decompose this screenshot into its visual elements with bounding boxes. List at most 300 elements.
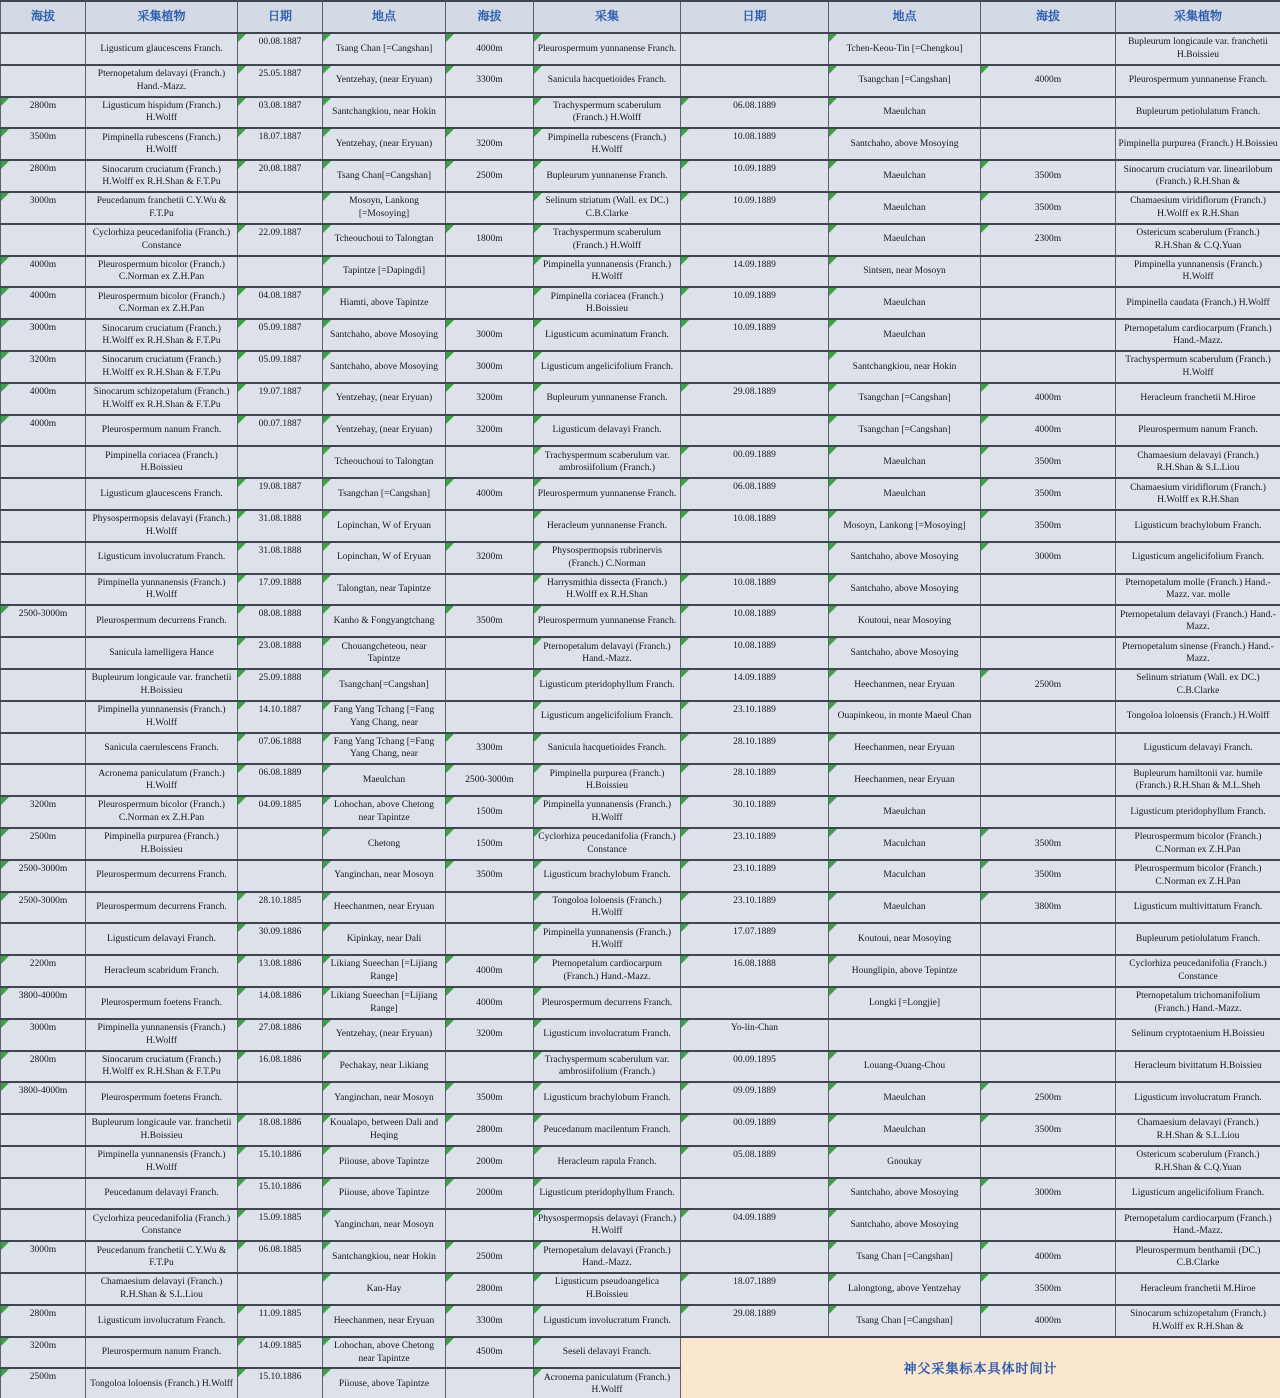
table-cell[interactable] [681,542,829,574]
table-cell[interactable]: 3300m [446,1305,534,1337]
table-cell[interactable]: Maeulchan [323,764,446,796]
table-cell[interactable]: Pleurospermum decurrens Franch. [86,605,238,637]
table-cell[interactable]: 10.08.1889 [681,574,829,606]
table-cell[interactable]: Fang Yang Tchang [=Fang Yang Chang, near [323,733,446,765]
table-cell[interactable]: 10.08.1889 [681,510,829,542]
table-cell[interactable] [681,224,829,256]
table-cell[interactable]: Ligusticum pteridophyllum Franch. [1116,796,1280,828]
table-cell[interactable]: Santchaho, above Mosoying [829,574,981,606]
table-cell[interactable]: 17.09.1888 [238,574,323,606]
table-cell[interactable] [1,733,86,765]
table-cell[interactable]: 23.10.1889 [681,892,829,924]
table-cell[interactable]: Tsang Chan [=Cangshan] [829,1305,981,1337]
table-cell[interactable] [981,923,1116,955]
table-cell[interactable]: 3300m [446,733,534,765]
table-cell[interactable]: Tapintze [=Dapingdi] [323,256,446,288]
table-cell[interactable]: Chetong [323,828,446,860]
table-cell[interactable]: Ligusticum angelicifolium Franch. [534,701,681,733]
table-cell[interactable] [681,1178,829,1210]
table-cell[interactable]: Santchangkiou, near Hokin [829,351,981,383]
table-cell[interactable] [681,987,829,1019]
table-cell[interactable]: 09.09.1889 [681,1082,829,1114]
table-cell[interactable]: Piiouse, above Tapintze [323,1178,446,1210]
table-cell[interactable]: 18.08.1886 [238,1114,323,1146]
table-cell[interactable]: 2500-3000m [446,764,534,796]
table-cell[interactable]: Yentzehay, (near Eryuan) [323,1019,446,1051]
table-cell[interactable] [446,446,534,478]
table-cell[interactable]: Pternopetalum delavayi (Franch.) Hand.-Mazz. [534,1241,681,1273]
table-cell[interactable]: Sinocarum cruciatum var. linearilobum (Franch.) R.H.Shan & [1116,160,1280,192]
table-cell[interactable]: Fang Yang Tchang [=Fang Yang Chang, near [323,701,446,733]
table-cell[interactable] [681,351,829,383]
table-cell[interactable]: 2800m [446,1273,534,1305]
table-cell[interactable]: Trachyspermum scaberulum (Franch.) H.Wolff [534,97,681,129]
table-cell[interactable]: 3800m [981,892,1116,924]
table-cell[interactable]: Koutoui, near Mosoying [829,605,981,637]
table-cell[interactable]: 19.07.1887 [238,383,323,415]
table-cell[interactable] [1,1209,86,1241]
table-cell[interactable]: Tsangchan [=Cangshan] [829,383,981,415]
table-cell[interactable]: 1800m [446,224,534,256]
table-cell[interactable]: 4000m [981,1305,1116,1337]
table-cell[interactable]: 14.09.1889 [681,669,829,701]
table-cell[interactable]: Ligusticum brachylobum Franch. [534,860,681,892]
table-cell[interactable]: Bupleurum hamiltonii var. humile (Franch.) R.H.Shan & M.L.Sheh [1116,764,1280,796]
table-cell[interactable]: 03.08.1887 [238,97,323,129]
table-cell[interactable]: Ligusticum involucratum Franch. [86,1305,238,1337]
table-cell[interactable]: Sintsen, near Mosoyn [829,256,981,288]
table-cell[interactable]: Trachyspermum scaberulum var. ambrosiifolium (Franch.) [534,446,681,478]
table-cell[interactable]: 04.09.1885 [238,796,323,828]
table-cell[interactable]: 2800m [1,160,86,192]
table-cell[interactable]: 2500m [446,1241,534,1273]
table-cell[interactable]: Peucedanum franchetii C.Y.Wu & F.T.Pu [86,1241,238,1273]
table-cell[interactable]: Ligusticum pteridophyllum Franch. [534,1178,681,1210]
table-cell[interactable]: 4000m [981,415,1116,447]
table-cell[interactable]: 2800m [446,1114,534,1146]
table-cell[interactable] [981,1051,1116,1083]
table-cell[interactable]: Chamaesium viridiflorum (Franch.) H.Wolff ex R.H.Shan [1116,478,1280,510]
table-cell[interactable] [1,510,86,542]
table-cell[interactable]: Yo-lin-Chan [681,1019,829,1051]
table-cell[interactable]: 29.08.1889 [681,1305,829,1337]
table-cell[interactable]: Bupleurum petiolulatum Franch. [1116,97,1280,129]
table-cell[interactable] [981,1146,1116,1178]
table-cell[interactable]: Sinocarum cruciatum (Franch.) H.Wolff ex R.H.Shan & F.T.Pu [86,319,238,351]
table-cell[interactable] [981,319,1116,351]
table-cell[interactable]: Sanicula hacquetioides Franch. [534,733,681,765]
table-cell[interactable]: 4000m [981,65,1116,97]
column-header[interactable]: 地点 [829,1,981,33]
table-cell[interactable]: Pimpinella purpurea (Franch.) H.Boissieu [1116,128,1280,160]
table-cell[interactable]: 3800-4000m [1,987,86,1019]
table-cell[interactable] [681,1241,829,1273]
table-cell[interactable]: 29.08.1889 [681,383,829,415]
table-cell[interactable]: Hiamti, above Tapintze [323,287,446,319]
table-cell[interactable]: Mosoyn, Lankong [=Mosoying] [323,192,446,224]
table-cell[interactable]: Acronema paniculatum (Franch.) H.Wolff [534,1368,681,1398]
table-cell[interactable]: Lopinchan, W of Eryuan [323,542,446,574]
table-cell[interactable]: 14.09.1889 [681,256,829,288]
table-cell[interactable]: Santchangkiou, near Hokin [323,97,446,129]
table-cell[interactable]: 2500m [1,828,86,860]
table-cell[interactable]: 3000m [446,319,534,351]
table-cell[interactable]: Pimpinella caudata (Franch.) H.Wolff [1116,287,1280,319]
table-cell[interactable] [829,1019,981,1051]
table-cell[interactable]: Selinum striatum (Wall. ex DC.) C.B.Clarke [534,192,681,224]
table-cell[interactable]: Pimpinella yunnanensis (Franch.) H.Wolff [86,1146,238,1178]
table-cell[interactable]: Tsangchan [=Cangshan] [829,65,981,97]
table-cell[interactable]: Santchangkiou, near Hokin [323,1241,446,1273]
table-cell[interactable]: Heechanmen, near Eryuan [829,669,981,701]
table-cell[interactable]: 17.07.1889 [681,923,829,955]
table-cell[interactable]: 15.09.1885 [238,1209,323,1241]
table-cell[interactable]: 3500m [981,446,1116,478]
table-cell[interactable]: Ligusticum involucratum Franch. [86,542,238,574]
table-cell[interactable]: Pternopetalum trichomanifolium (Franch.) Hand.-Mazz. [1116,987,1280,1019]
table-cell[interactable]: 06.08.1889 [681,97,829,129]
table-cell[interactable]: Seseli delavayi Franch. [534,1337,681,1369]
table-cell[interactable]: Santchaho, above Mosoying [829,128,981,160]
table-cell[interactable]: Tsangchan [=Cangshan] [829,415,981,447]
table-cell[interactable]: 05.09.1887 [238,351,323,383]
table-cell[interactable]: Lohochan, above Chetong near Tapintze [323,1337,446,1369]
table-cell[interactable]: 10.09.1889 [681,192,829,224]
table-cell[interactable] [981,574,1116,606]
table-cell[interactable]: 16.08.1888 [681,955,829,987]
table-cell[interactable] [446,1051,534,1083]
table-cell[interactable]: Pternopetalum cardiocarpum (Franch.) Hand.-Mazz. [1116,319,1280,351]
table-cell[interactable]: 3000m [1,1241,86,1273]
table-cell[interactable] [1,923,86,955]
table-cell[interactable]: 2500-3000m [1,892,86,924]
table-cell[interactable]: Koutoui, near Mosoying [829,923,981,955]
table-cell[interactable]: Ligusticum involucratum Franch. [534,1019,681,1051]
table-cell[interactable]: Louang-Ouang-Chou [829,1051,981,1083]
column-header[interactable]: 采集植物 [1116,1,1280,33]
table-cell[interactable]: 04.08.1887 [238,287,323,319]
table-cell[interactable]: Pleurospermum yunnanense Franch. [534,478,681,510]
table-cell[interactable]: Peucedanum franchetii C.Y.Wu & F.T.Pu [86,192,238,224]
table-cell[interactable] [238,1082,323,1114]
table-cell[interactable]: Tongoloa loloensis (Franch.) H.Wolff [86,1368,238,1398]
table-cell[interactable]: Tsangchan[=Cangshan] [323,669,446,701]
table-cell[interactable]: Physospermopsis delavayi (Franch.) H.Wolff [534,1209,681,1241]
table-cell[interactable]: Pimpinella purpurea (Franch.) H.Boissieu [534,764,681,796]
table-cell[interactable]: Pternopetalum molle (Franch.) Hand.-Mazz. var. molle [1116,574,1280,606]
table-cell[interactable] [446,701,534,733]
table-cell[interactable]: 10.09.1889 [681,160,829,192]
note-cell[interactable]: 神父采集标本具体时间计 [681,1337,1280,1398]
table-cell[interactable] [238,192,323,224]
table-cell[interactable]: 4000m [446,987,534,1019]
table-cell[interactable] [981,287,1116,319]
table-cell[interactable]: 2500m [981,1082,1116,1114]
table-cell[interactable]: Trachyspermum scaberulum (Franch.) H.Wolff [534,224,681,256]
table-cell[interactable]: 30.10.1889 [681,796,829,828]
table-cell[interactable]: Pleurospermum yunnanense Franch. [1116,65,1280,97]
table-cell[interactable]: 4000m [446,478,534,510]
table-cell[interactable]: Ligusticum involucratum Franch. [534,1305,681,1337]
table-cell[interactable]: 25.05.1887 [238,65,323,97]
table-cell[interactable]: Ligusticum involucratum Franch. [1116,1082,1280,1114]
table-cell[interactable]: 23.10.1889 [681,701,829,733]
table-cell[interactable]: Pimpinella purpurea (Franch.) H.Boissieu [86,828,238,860]
table-cell[interactable]: 4000m [1,383,86,415]
table-cell[interactable] [446,669,534,701]
table-cell[interactable]: 3200m [1,1337,86,1369]
table-cell[interactable]: Maculchan [829,860,981,892]
table-cell[interactable]: 2800m [1,97,86,129]
column-header[interactable]: 采集 [534,1,681,33]
table-cell[interactable]: 00.08.1887 [238,33,323,65]
table-cell[interactable]: 3300m [446,65,534,97]
table-cell[interactable]: Pleurospermum decurrens Franch. [86,860,238,892]
table-cell[interactable]: 3500m [981,1273,1116,1305]
table-cell[interactable]: 3200m [1,351,86,383]
table-cell[interactable]: 14.08.1886 [238,987,323,1019]
table-cell[interactable]: 4000m [1,256,86,288]
table-cell[interactable] [1,33,86,65]
table-cell[interactable]: Ligusticum pseudoangelica H.Boissieu [534,1273,681,1305]
table-cell[interactable]: Pternopetalum cardiocarpum (Franch.) Hand.-Mazz. [534,955,681,987]
table-cell[interactable]: Kanho & Fongyangtchang [323,605,446,637]
table-cell[interactable]: 2000m [446,1178,534,1210]
table-cell[interactable]: 23.10.1889 [681,860,829,892]
table-cell[interactable]: 4000m [1,287,86,319]
table-cell[interactable]: 00.07.1887 [238,415,323,447]
table-cell[interactable]: 4000m [981,383,1116,415]
table-cell[interactable]: 2500-3000m [1,860,86,892]
table-cell[interactable]: Yanginchan, near Mosoyn [323,860,446,892]
table-cell[interactable]: Pternopetalum cardiocarpum (Franch.) Hand.-Mazz. [1116,1209,1280,1241]
table-cell[interactable]: Pternopetalum delavayi (Franch.) Hand.-Mazz. [1116,605,1280,637]
table-cell[interactable]: Selinum striatum (Wall. ex DC.) C.B.Clarke [1116,669,1280,701]
table-cell[interactable]: 22.09.1887 [238,224,323,256]
table-cell[interactable]: Ligusticum brachylobum Franch. [534,1082,681,1114]
table-cell[interactable]: Sanicula hacquetioides Franch. [534,65,681,97]
table-cell[interactable] [446,892,534,924]
table-cell[interactable]: Pternopetalum delavayi (Franch.) Hand.-Mazz. [86,65,238,97]
table-cell[interactable]: 3200m [446,542,534,574]
table-cell[interactable]: Ouapinkeou, in monte Maeul Chan [829,701,981,733]
table-cell[interactable]: Cyclorhiza peucedanifolia (Franch.) Constance [86,224,238,256]
table-cell[interactable]: Maculchan [829,828,981,860]
table-cell[interactable]: Yanginchan, near Mosoyn [323,1082,446,1114]
table-cell[interactable]: Tongoloa loloensis (Franch.) H.Wolff [534,892,681,924]
table-cell[interactable] [1,637,86,669]
table-cell[interactable]: Yentzehay, (near Eryuan) [323,65,446,97]
table-cell[interactable]: 3500m [446,605,534,637]
table-cell[interactable]: 31.08.1888 [238,510,323,542]
table-cell[interactable]: Tsang Chan[=Cangshan] [323,160,446,192]
table-cell[interactable]: Tcheouchoui to Talongtan [323,224,446,256]
table-cell[interactable]: 11.09.1885 [238,1305,323,1337]
table-cell[interactable]: Pimpinella yunnanensis (Franch.) H.Wolff [534,923,681,955]
table-cell[interactable]: Sinocarum cruciatum (Franch.) H.Wolff ex R.H.Shan & F.T.Pu [86,160,238,192]
table-cell[interactable]: Ligusticum glaucescens Franch. [86,478,238,510]
table-cell[interactable] [681,33,829,65]
table-cell[interactable]: 14.09.1885 [238,1337,323,1369]
table-cell[interactable] [981,955,1116,987]
table-cell[interactable]: 3500m [446,860,534,892]
table-cell[interactable]: 4000m [446,33,534,65]
table-cell[interactable]: Pimpinella yunnanensis (Franch.) H.Wolff [86,701,238,733]
table-cell[interactable]: Pimpinella yunnanensis (Franch.) H.Wolff [534,796,681,828]
table-cell[interactable]: Ostericum scaberulum (Franch.) R.H.Shan & C.Q.Yuan [1116,224,1280,256]
table-cell[interactable]: 3500m [1,128,86,160]
table-cell[interactable]: Heechanmen, near Eryuan [829,764,981,796]
table-cell[interactable]: 2200m [1,955,86,987]
table-cell[interactable]: Tcheouchoui to Talongtan [323,446,446,478]
table-cell[interactable]: 4500m [446,1337,534,1369]
table-cell[interactable]: Ligusticum delavayi Franch. [534,415,681,447]
table-cell[interactable]: Pimpinella yunnanensis (Franch.) H.Wolff [86,1019,238,1051]
table-cell[interactable] [981,733,1116,765]
table-cell[interactable] [981,1209,1116,1241]
table-cell[interactable]: Trachyspermum scaberulum var. ambrosiifolium (Franch.) [534,1051,681,1083]
table-cell[interactable]: Maeulchan [829,97,981,129]
table-cell[interactable] [981,605,1116,637]
table-cell[interactable]: Tsangchan [=Cangshan] [323,478,446,510]
table-cell[interactable]: 2300m [981,224,1116,256]
table-cell[interactable] [446,1209,534,1241]
table-cell[interactable]: 3200m [446,1019,534,1051]
table-cell[interactable]: Ligusticum delavayi Franch. [1116,733,1280,765]
table-cell[interactable]: Pleurospermum bicolor (Franch.) C.Norman ex Z.H.Pan [1116,860,1280,892]
table-cell[interactable]: Talongtan, near Tapintze [323,574,446,606]
column-header[interactable]: 日期 [681,1,829,33]
table-cell[interactable] [1,764,86,796]
table-cell[interactable] [1,1273,86,1305]
table-cell[interactable]: Likiang Sueechan [=Lijiang Range] [323,987,446,1019]
table-cell[interactable]: 13.08.1886 [238,955,323,987]
table-cell[interactable] [981,764,1116,796]
table-cell[interactable] [238,860,323,892]
table-cell[interactable]: 1500m [446,796,534,828]
table-cell[interactable]: Santchaho, above Mosoying [323,351,446,383]
table-cell[interactable]: 05.09.1887 [238,319,323,351]
table-cell[interactable]: Longki [=Longjie] [829,987,981,1019]
table-cell[interactable]: Acronema paniculatum (Franch.) H.Wolff [86,764,238,796]
table-cell[interactable]: 15.10.1886 [238,1178,323,1210]
table-cell[interactable]: Santchaho, above Mosoying [323,319,446,351]
table-cell[interactable]: Piiouse, above Tapintze [323,1368,446,1398]
table-cell[interactable]: Lopinchan, W of Eryuan [323,510,446,542]
table-cell[interactable]: Kipinkay, near Dali [323,923,446,955]
table-cell[interactable]: Cyclorhiza peucedanifolia (Franch.) Constance [1116,955,1280,987]
table-cell[interactable] [446,923,534,955]
table-cell[interactable] [981,1019,1116,1051]
table-cell[interactable]: 3500m [981,478,1116,510]
table-cell[interactable]: Piiouse, above Tapintze [323,1146,446,1178]
table-cell[interactable]: Likiang Sueechan [=Lijiang Range] [323,955,446,987]
table-cell[interactable] [981,701,1116,733]
table-cell[interactable]: 3200m [446,415,534,447]
table-cell[interactable]: Pternopetalum delavayi (Franch.) Hand.-Mazz. [534,637,681,669]
table-cell[interactable]: 06.08.1889 [681,478,829,510]
table-cell[interactable]: Ligusticum hispidum (Franch.) H.Wolff [86,97,238,129]
table-cell[interactable]: 18.07.1887 [238,128,323,160]
table-cell[interactable]: Pimpinella yunnanensis (Franch.) H.Wolff [86,574,238,606]
table-cell[interactable]: 28.10.1889 [681,764,829,796]
table-cell[interactable]: Physospermopsis rubrinervis (Franch.) C.Norman [534,542,681,574]
table-cell[interactable] [1,446,86,478]
table-cell[interactable]: Ligusticum angelicifolium Franch. [1116,542,1280,574]
table-cell[interactable]: 27.08.1886 [238,1019,323,1051]
table-cell[interactable]: Pleurospermum bicolor (Franch.) C.Norman ex Z.H.Pan [86,796,238,828]
table-cell[interactable]: 23.08.1888 [238,637,323,669]
table-cell[interactable]: Trachyspermum scaberulum (Franch.) H.Wolff [1116,351,1280,383]
table-cell[interactable]: 3000m [981,542,1116,574]
table-cell[interactable]: 2800m [1,1051,86,1083]
table-cell[interactable]: Sinocarum cruciatum (Franch.) H.Wolff ex R.H.Shan & F.T.Pu [86,351,238,383]
table-cell[interactable]: Bupleurum petiolulatum Franch. [1116,923,1280,955]
table-cell[interactable]: 3200m [446,383,534,415]
table-cell[interactable] [681,415,829,447]
table-cell[interactable] [981,256,1116,288]
table-cell[interactable] [446,256,534,288]
table-cell[interactable]: Ligusticum glaucescens Franch. [86,33,238,65]
table-cell[interactable] [1,1114,86,1146]
table-cell[interactable]: Sinocarum schizopetalum (Franch.) H.Wolff ex R.H.Shan & [1116,1305,1280,1337]
table-cell[interactable] [1,478,86,510]
table-cell[interactable]: 3000m [1,1019,86,1051]
table-cell[interactable]: 3500m [981,860,1116,892]
table-cell[interactable] [1,65,86,97]
table-cell[interactable] [981,128,1116,160]
table-cell[interactable]: Hounglipin, above Tepintze [829,955,981,987]
table-cell[interactable]: Maeulchan [829,1082,981,1114]
table-cell[interactable] [446,287,534,319]
table-cell[interactable]: 3500m [981,1114,1116,1146]
table-cell[interactable]: Chamaesium viridiflorum (Franch.) H.Wolff ex R.H.Shan [1116,192,1280,224]
table-cell[interactable]: Heechanmen, near Eryuan [323,892,446,924]
table-cell[interactable] [446,97,534,129]
table-cell[interactable]: Maeulchan [829,287,981,319]
table-cell[interactable]: 07.06.1888 [238,733,323,765]
table-cell[interactable]: Lohochan, above Chetong near Tapintze [323,796,446,828]
table-cell[interactable]: 4000m [1,415,86,447]
table-cell[interactable]: 00.09.1889 [681,1114,829,1146]
table-cell[interactable]: Maeulchan [829,478,981,510]
table-cell[interactable]: Yanginchan, near Mosoyn [323,1209,446,1241]
table-cell[interactable]: Heracleum scabridum Franch. [86,955,238,987]
table-cell[interactable]: Gnoukay [829,1146,981,1178]
table-cell[interactable]: 3000m [446,351,534,383]
table-cell[interactable]: Ligusticum angelicifolium Franch. [534,351,681,383]
table-cell[interactable]: Lalongtong, above Yentzehay [829,1273,981,1305]
table-cell[interactable]: Maeulchan [829,224,981,256]
table-cell[interactable]: 15.10.1886 [238,1146,323,1178]
table-cell[interactable]: Harrysmithia dissecta (Franch.) H.Wolff ex R.H.Shan [534,574,681,606]
table-cell[interactable]: Ligusticum brachylobum Franch. [1116,510,1280,542]
table-cell[interactable]: Chamaesium delavayi (Franch.) R.H.Shan & S.L.Liou [86,1273,238,1305]
column-header[interactable]: 采集植物 [86,1,238,33]
table-cell[interactable]: 3500m [981,160,1116,192]
table-cell[interactable]: Pleurospermum decurrens Franch. [86,892,238,924]
table-cell[interactable]: Tsang Chan [=Cangshan] [323,33,446,65]
table-cell[interactable]: 20.08.1887 [238,160,323,192]
table-cell[interactable] [1,1178,86,1210]
table-cell[interactable]: 3000m [1,319,86,351]
table-cell[interactable]: Chamaesium delavayi (Franch.) R.H.Shan & S.L.Liou [1116,1114,1280,1146]
table-cell[interactable]: Cyclorhiza peucedanifolia (Franch.) Constance [86,1209,238,1241]
table-cell[interactable] [681,65,829,97]
table-cell[interactable] [981,637,1116,669]
table-cell[interactable]: Pechakay, near Likiang [323,1051,446,1083]
table-cell[interactable]: Sinocarum schizopetalum (Franch.) H.Wolff ex R.H.Shan & F.T.Pu [86,383,238,415]
